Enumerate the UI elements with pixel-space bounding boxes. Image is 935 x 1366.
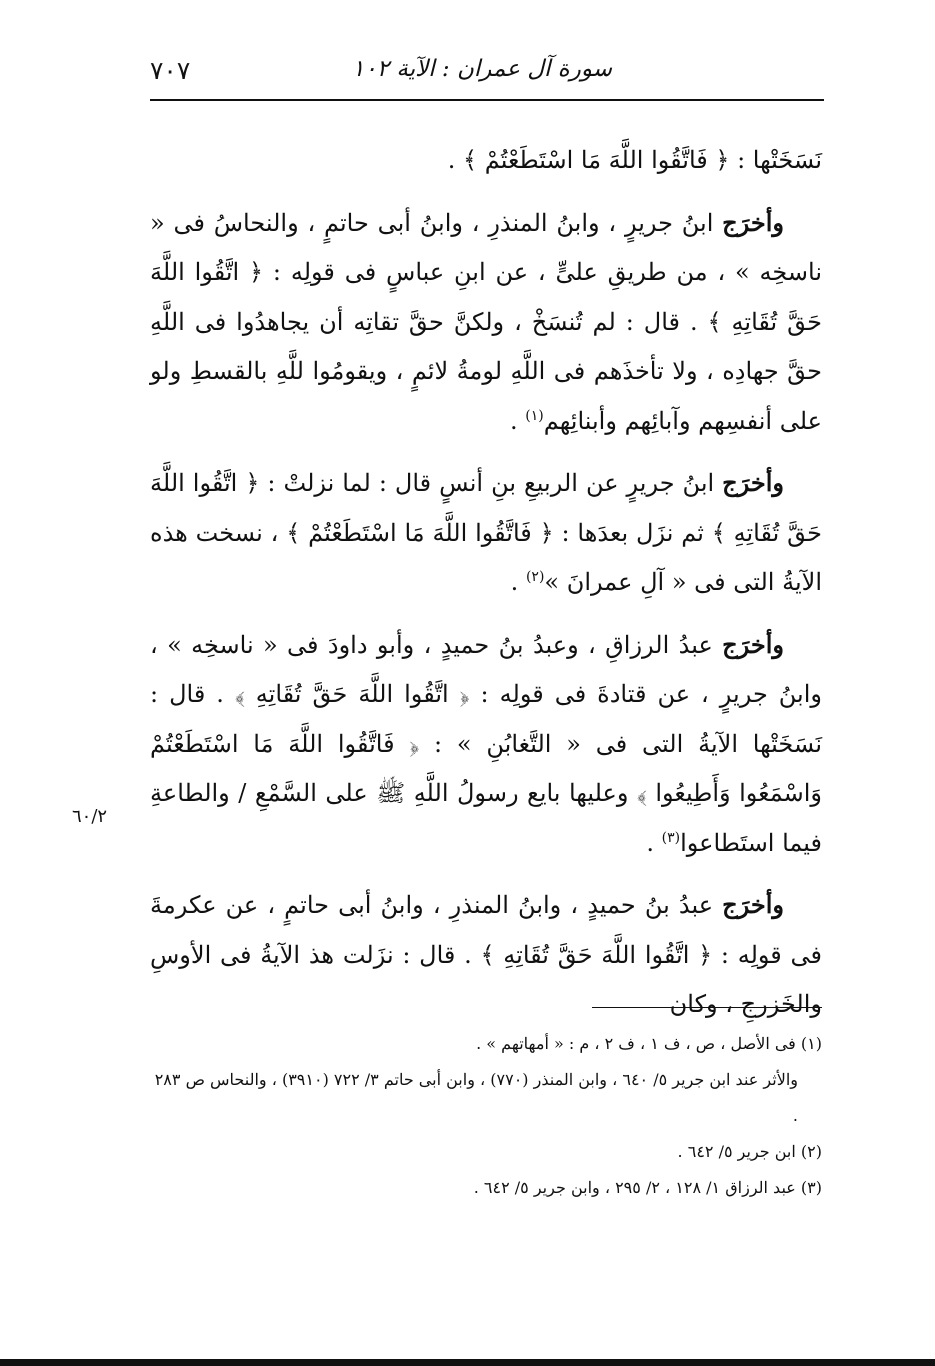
footnote-marker: (٢)	[525, 569, 545, 585]
main-text	[150, 135, 822, 1042]
paragraph-text: ابنُ جريرٍ ، وابنُ المنذرِ ، وابنُ أبى حاتمٍ ، والنحاسُ فى « ناسخِه » ، من طريقِ علىٍّ ، عن ابنِ عباسٍ فى قولِه : ﴿ اتَّقُوا اللَّهَ حَقَّ تُقَاتِهِ ﴾ . قال : لم تُنسَخْ ، ولكنَّ حقَّ تقاتِه أن يجاهدُوا فى اللَّهِ حقَّ جهادِه ، ولا تأخذَهم فى اللَّهِ لومةُ لائمٍ ، ويقومُوا للَّهِ بالقسطِ ولو على أنفسِهم وآبائِهم وأبنائِهم	[150, 208, 822, 435]
footnote-rule	[592, 1007, 822, 1008]
scan-edge	[0, 1359, 935, 1366]
paragraph	[150, 198, 822, 447]
paragraph-text: عبدُ بنُ حميدٍ ، وابنُ المنذرِ ، وابنُ أبى حاتمٍ ، عن عكرمةَ فى قولِه : ﴿ اتَّقُوا اللَّهَ حَقَّ تُقَاتِهِ ﴾ . قال : نزَلت هذ الآيةُ فى الأوسِ والخَزرجِ ، وكان	[150, 891, 822, 1018]
footnote: والأثر عند ابن جرير ٥/ ٦٤٠ ، وابن المنذر (٧٧٠) ، وابن أبى حاتم ٣/ ٧٢٢ (٣٩١٠) ، والنحاس ص ٢٨٣ .	[154, 1070, 798, 1125]
footnote: (٢) ابن جرير ٥/ ٦٤٢ .	[677, 1142, 822, 1161]
footnote: (٣) عبد الرزاق ١/ ١٢٨ ، ٢/ ٢٩٥ ، وابن جرير ٥/ ٦٤٢ .	[473, 1178, 822, 1197]
page-number: ٧٠٧	[150, 56, 191, 85]
footnote: (١) فى الأصل ، ص ، ف ١ ، ف ٢ ، م : « أمهاتهم » .	[476, 1034, 822, 1053]
paragraph-lead: وأخرَج	[722, 629, 784, 659]
paragraph-end: .	[510, 406, 526, 435]
running-title: سورة آل عمران : الآية ١٠٢	[351, 56, 612, 82]
header-rule	[150, 99, 824, 101]
paragraph-lead: وأخرَج	[722, 890, 784, 919]
paragraph	[150, 620, 822, 869]
page-header	[150, 54, 822, 94]
paragraph-text: نَسَخَتْها : ﴿ فَاتَّقُوا اللَّهَ مَا اسْتَطَعْتُمْ ﴾ .	[447, 146, 822, 174]
paragraph-end: .	[646, 828, 662, 857]
paragraph-end: .	[510, 568, 526, 596]
paragraph-lead: وأخرَج	[722, 468, 784, 497]
paragraph-text: عبدُ الرزاقِ ، وعبدُ بنُ حميدٍ ، وأبو داودَ فى « ناسخِه » ، وابنُ جريرٍ ، عن قتادةَ فى قولِه : ﴿ اتَّقُوا اللَّهَ حَقَّ تُقَاتِهِ ﴾ . قال : نَسَخَتْها الآيةُ التى فى « التَّغابُنِ » : ﴿ فَاتَّقُوا اللَّهَ مَا اسْتَطَعْتُمْ وَاسْمَعُوا وَأَطِيعُوا ﴾ وعليها بايع رسولُ اللَّهِ ﷺ على السَّمْعِ / والطاعةِ فيما استَطاعوا	[150, 630, 822, 857]
margin-reference: ٦٠/٢	[72, 806, 108, 827]
paragraph	[150, 135, 822, 186]
paragraph	[150, 458, 822, 608]
footnote-marker: (١)	[525, 407, 544, 424]
paragraph-lead: وأخرَج	[722, 207, 784, 237]
footnote-marker: (٣)	[661, 829, 681, 846]
paragraph-text: ابنُ جريرٍ عن الربيعِ بنِ أنسٍ قال : لما نزلتْ : ﴿ اتَّقُوا اللَّهَ حَقَّ تُقَاتِهِ ﴾ ثم نزَل بعدَها : ﴿ فَاتَّقُوا اللَّهَ مَا اسْتَطَعْتُمْ ﴾ ، نسخت هذه الآيةُ التى فى « آلِ عمرانَ »	[150, 469, 822, 596]
footnotes	[150, 1026, 822, 1206]
